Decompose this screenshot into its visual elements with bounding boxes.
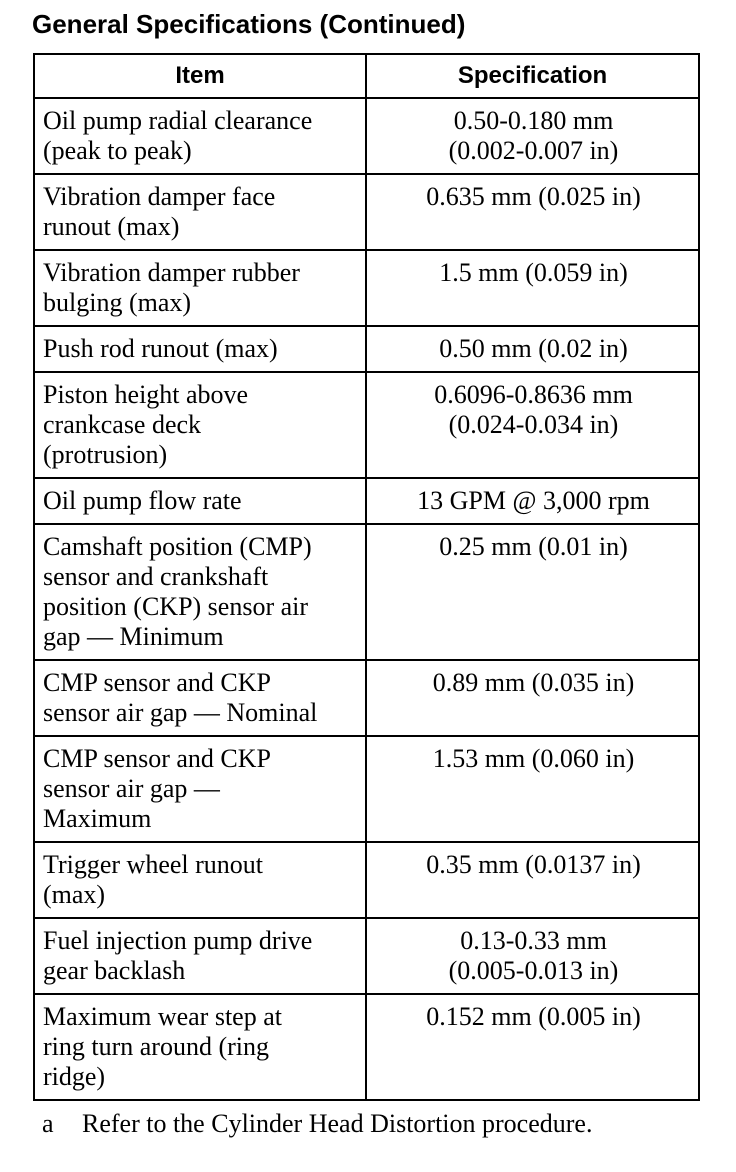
specifications-table — [33, 53, 700, 1101]
item-cell — [34, 994, 366, 1100]
column-header-specification: Specification — [366, 54, 699, 98]
specification-line: (0.002-0.007 in) — [448, 136, 619, 165]
column-header-item: Item — [34, 54, 366, 98]
item-cell — [34, 372, 366, 478]
item-line: Vibration damper face — [43, 182, 276, 211]
table-row — [34, 372, 699, 478]
specification-cell — [366, 478, 699, 524]
table-row — [34, 994, 699, 1100]
item-line: runout (max) — [43, 212, 180, 241]
specification-line: 0.13-0.33 mm — [460, 926, 607, 955]
page-title: General Specifications (Continued) — [32, 9, 466, 39]
item-line: Maximum wear step at — [43, 1002, 282, 1031]
item-line: position (CKP) sensor air — [43, 592, 309, 621]
specification-line: 0.35 mm (0.0137 in) — [426, 850, 641, 879]
specification-cell — [366, 250, 699, 326]
table-row — [34, 918, 699, 994]
item-line: Piston height above — [43, 380, 249, 409]
table-row — [34, 660, 699, 736]
specification-line: 1.5 mm (0.059 in) — [439, 258, 628, 287]
footnote — [42, 1107, 592, 1141]
specification-cell — [366, 326, 699, 372]
item-line: sensor air gap — — [43, 774, 220, 803]
specification-line: 0.25 mm (0.01 in) — [439, 532, 628, 561]
footnote-marker: a — [42, 1109, 54, 1138]
specification-cell — [366, 98, 699, 174]
item-line: (max) — [43, 880, 106, 909]
specification-cell — [366, 660, 699, 736]
item-line: bulging (max) — [43, 288, 192, 317]
specification-line: 0.152 mm (0.005 in) — [426, 1002, 641, 1031]
item-line: CMP sensor and CKP — [43, 744, 272, 773]
item-cell — [34, 174, 366, 250]
item-line: (peak to peak) — [43, 136, 192, 165]
table-row — [34, 174, 699, 250]
item-line: Oil pump flow rate — [43, 486, 242, 515]
item-cell — [34, 524, 366, 660]
table-row — [34, 736, 699, 842]
item-line: CMP sensor and CKP — [43, 668, 272, 697]
item-line: Fuel injection pump drive — [43, 926, 313, 955]
item-cell — [34, 918, 366, 994]
specification-line: 0.50-0.180 mm — [453, 106, 614, 135]
table-row — [34, 478, 699, 524]
table-row — [34, 98, 699, 174]
specification-line: 0.89 mm (0.035 in) — [432, 668, 635, 697]
specification-line: 0.50 mm (0.02 in) — [439, 334, 628, 363]
item-line: sensor and crankshaft — [43, 562, 269, 591]
footnote-text: Refer to the Cylinder Head Distortion procedure. — [82, 1109, 593, 1138]
item-line: crankcase deck — [43, 410, 202, 439]
specification-line: 13 GPM @ 3,000 rpm — [417, 486, 650, 515]
table-row — [34, 524, 699, 660]
item-line: Push rod runout (max) — [43, 334, 278, 363]
specification-line: (0.005-0.013 in) — [448, 956, 619, 985]
specification-cell — [366, 994, 699, 1100]
specification-cell — [366, 736, 699, 842]
table-row — [34, 250, 699, 326]
specification-cell — [366, 918, 699, 994]
item-cell — [34, 250, 366, 326]
specification-cell — [366, 524, 699, 660]
item-line: Camshaft position (CMP) — [43, 532, 312, 561]
item-line: sensor air gap — Nominal — [43, 698, 318, 727]
item-cell — [34, 736, 366, 842]
item-line: ridge) — [43, 1062, 106, 1091]
specification-cell — [366, 842, 699, 918]
item-cell — [34, 478, 366, 524]
specification-line: 0.635 mm (0.025 in) — [426, 182, 641, 211]
item-cell — [34, 842, 366, 918]
item-line: (protrusion) — [43, 440, 168, 469]
specification-line: 0.6096-0.8636 mm — [434, 380, 633, 409]
item-cell — [34, 326, 366, 372]
item-line: ring turn around (ring — [43, 1032, 270, 1061]
item-line: Oil pump radial clearance — [43, 106, 313, 135]
item-line: Trigger wheel runout — [43, 850, 264, 879]
table-body — [34, 98, 699, 1100]
table-row — [34, 326, 699, 372]
item-line: gear backlash — [43, 956, 186, 985]
specification-cell — [366, 372, 699, 478]
item-cell — [34, 660, 366, 736]
item-line: Maximum — [43, 804, 152, 833]
specification-cell — [366, 174, 699, 250]
table-header-row — [34, 54, 699, 98]
table-row — [34, 842, 699, 918]
item-cell — [34, 98, 366, 174]
specification-line: (0.024-0.034 in) — [448, 410, 619, 439]
item-line: gap — Minimum — [43, 622, 224, 651]
specification-line: 1.53 mm (0.060 in) — [432, 744, 635, 773]
item-line: Vibration damper rubber — [43, 258, 300, 287]
